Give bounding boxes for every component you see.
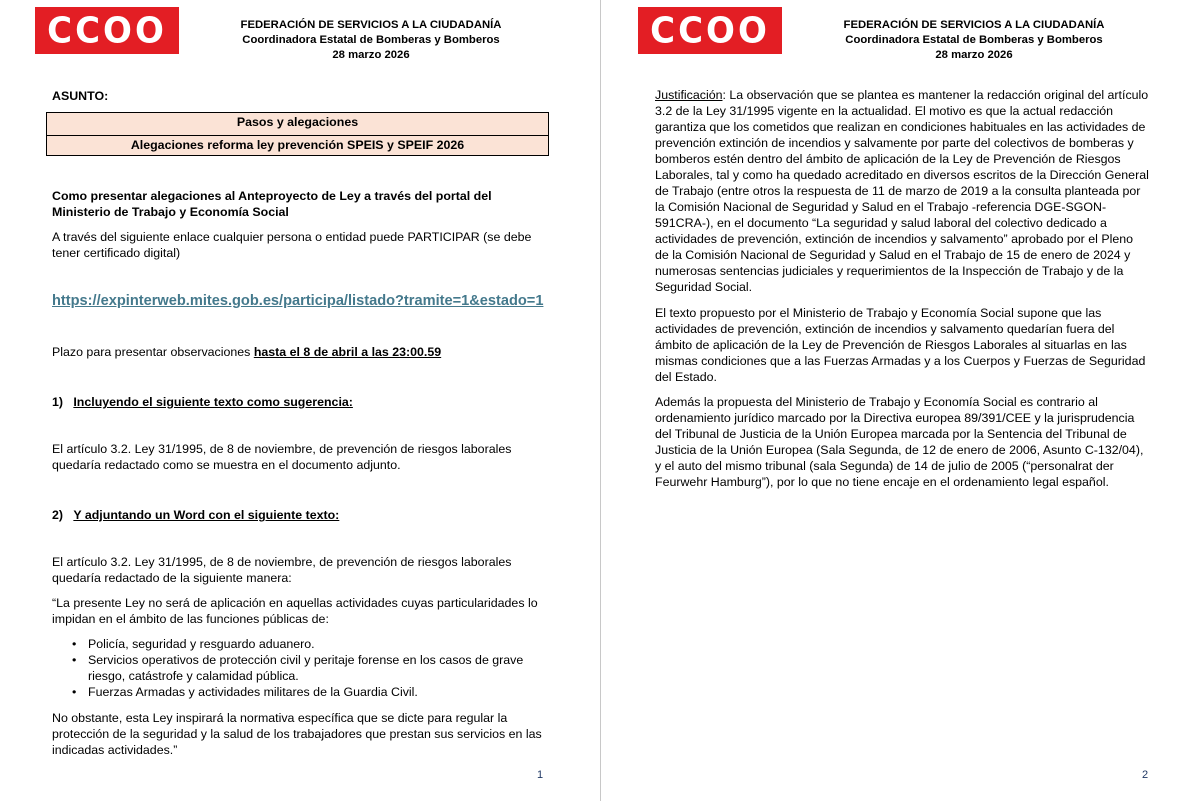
justification-label: Justificación bbox=[655, 88, 723, 102]
logo-text: CCOO bbox=[650, 9, 770, 52]
page-number: 1 bbox=[537, 769, 544, 781]
letterhead bbox=[212, 18, 530, 63]
list-item bbox=[52, 684, 552, 700]
deadline-paragraph bbox=[52, 344, 552, 360]
subject-line-1: Pasos y alegaciones bbox=[236, 115, 359, 129]
list-item bbox=[52, 636, 552, 652]
bullet-dot: • bbox=[72, 637, 77, 651]
federation-name: FEDERACIÓN DE SERVICIOS A LA CIUDADANÍA bbox=[843, 19, 1105, 31]
document-page-2 bbox=[601, 0, 1200, 801]
federation-name: FEDERACIÓN DE SERVICIOS A LA CIUDADANÍA bbox=[240, 19, 502, 31]
bullet-dot: • bbox=[72, 653, 77, 667]
subject-line-2: Alegaciones reforma ley prevención SPEIS y SPEIF 2026 bbox=[130, 138, 465, 152]
page-number: 2 bbox=[1142, 769, 1149, 781]
justification-paragraph bbox=[655, 87, 1149, 295]
bullet-list bbox=[52, 636, 552, 700]
list-item bbox=[52, 652, 552, 684]
step-2-title: Y adjuntando un Word con el siguiente texto: bbox=[73, 508, 340, 522]
step-1-number: 1) bbox=[52, 395, 64, 409]
list-item-text: Policía, seguridad y resguardo aduanero. bbox=[88, 637, 315, 651]
justification-text: : La observación que se plantea es mantener la redacción original del artículo 3.2 de la Ley 31/1995 vigente en la actualidad. El motivo es que la actual redacción garantiza que los cometidos que realizan en condiciones habituales en las actividades de prevención extinción de incendios y salvamente por parte del colectivos de bomberas y bomberos estén dentro del ámbito de aplicación de la Ley de Prevención de Riesgos Laborales, tal y como ha quedado acreditado en diversos escritos de la Dirección General de Trabajo (entre otros la respuesta de 11 de marzo de 2019 a la consulta planteada por la Comisión Nacional de Seguridad y Salud en el Trabajo -referencia DGE-SGON-591CRA-), en el documento “La seguridad y salud laboral del colectivo dedicado a actividades de prevención, extinción de incendios y salvamento” aprobado por el Pleno de la Comisión Nacional de Seguridad y Salud en el Trabajo de 15 de enero de 2024 y numerosas sentencias judiciales y requerimientos de la Inspección de Trabajo y de la Seguridad Social. bbox=[655, 88, 1149, 294]
intro-paragraph: A través del siguiente enlace cualquier persona o entidad puede PARTICIPAR (se debe tener certificado digital) bbox=[52, 230, 532, 260]
step-1-text: El artículo 3.2. Ley 31/1995, de 8 de noviembre, de prevención de riesgos laborales quedaría redactado como se muestra en el documento adjunto. bbox=[52, 442, 512, 472]
closing-paragraph: No obstante, esta Ley inspirará la normativa específica que se dicte para regular la protección de la seguridad y la salud de los trabajadores que prestan sus servicios en las indicadas actividades.” bbox=[52, 711, 542, 757]
header-date: 28 marzo 2026 bbox=[332, 49, 410, 61]
subject-divider bbox=[47, 135, 548, 136]
quoted-text: “La presente Ley no será de aplicación en aquellas actividades cuyas particularidades lo impidan en el ámbito de las funciones públicas de: bbox=[52, 596, 538, 626]
participa-link[interactable]: https://expinterweb.mites.gob.es/participa/listado?tramite=1&estado=1 bbox=[52, 293, 544, 309]
deadline-date: hasta el 8 de abril a las 23:00.59 bbox=[253, 345, 442, 359]
letterhead bbox=[815, 18, 1133, 63]
deadline-prefix: Plazo para presentar observaciones bbox=[52, 345, 254, 359]
logo-text: CCOO bbox=[47, 9, 167, 52]
step-2-text: El artículo 3.2. Ley 31/1995, de 8 de noviembre, de prevención de riesgos laborales quedaría redactado de la siguiente manera: bbox=[52, 555, 512, 585]
subject-box bbox=[46, 112, 549, 156]
coordinator-name: Coordinadora Estatal de Bomberas y Bomberos bbox=[242, 34, 500, 46]
step-1-heading bbox=[52, 394, 552, 410]
paragraph-3: Además la propuesta del Ministerio de Trabajo y Economía Social es contrario al ordenamiento jurídico marcado por la Directiva europea 89/391/CEE y la jurisprudencia del Tribunal de Justicia de la Unión Europea marcada por la Sentencia del Tribunal de Justicia de la Unión Europea (Sala Segunda, de 12 de enero de 2006, Asunto C-132/04), y el auto del mismo tribunal (sala Segunda) de 14 de julio de 2005 (“personalrat der Feurwehr Hamburg”), por lo que no tiene encaje en el ordenamiento legal español. bbox=[655, 395, 1144, 489]
step-2-number: 2) bbox=[52, 508, 64, 522]
list-item-text: Fuerzas Armadas y actividades militares de la Guardia Civil. bbox=[88, 685, 418, 699]
ccoo-logo bbox=[638, 7, 782, 54]
bullet-dot: • bbox=[72, 685, 77, 699]
paragraph-2: El texto propuesto por el Ministerio de Trabajo y Economía Social supone que las actividades de prevención, extinción de incendios y salvamento quedarían fuera del ámbito de aplicación de la Ley de Prevención de Riesgos Laborales al situarlas en las mismas condiciones que a las Fuerzas Armadas y a los Cuerpos y Fuerzas de Seguridad del Estado. bbox=[655, 306, 1146, 384]
header-date: 28 marzo 2026 bbox=[935, 49, 1013, 61]
list-item-text: Servicios operativos de protección civil y peritaje forense en los casos de grave riesgo, catástrofe y calamidad pública. bbox=[88, 653, 524, 683]
asunto-label: ASUNTO: bbox=[52, 89, 109, 103]
section-heading: Como presentar alegaciones al Anteproyecto de Ley a través del portal del Ministerio de Trabajo y Economía Social bbox=[52, 189, 492, 219]
step-2-heading bbox=[52, 507, 552, 523]
ccoo-logo bbox=[35, 7, 179, 54]
coordinator-name: Coordinadora Estatal de Bomberas y Bomberos bbox=[845, 34, 1103, 46]
step-1-title: Incluyendo el siguiente texto como sugerencia: bbox=[73, 395, 353, 409]
